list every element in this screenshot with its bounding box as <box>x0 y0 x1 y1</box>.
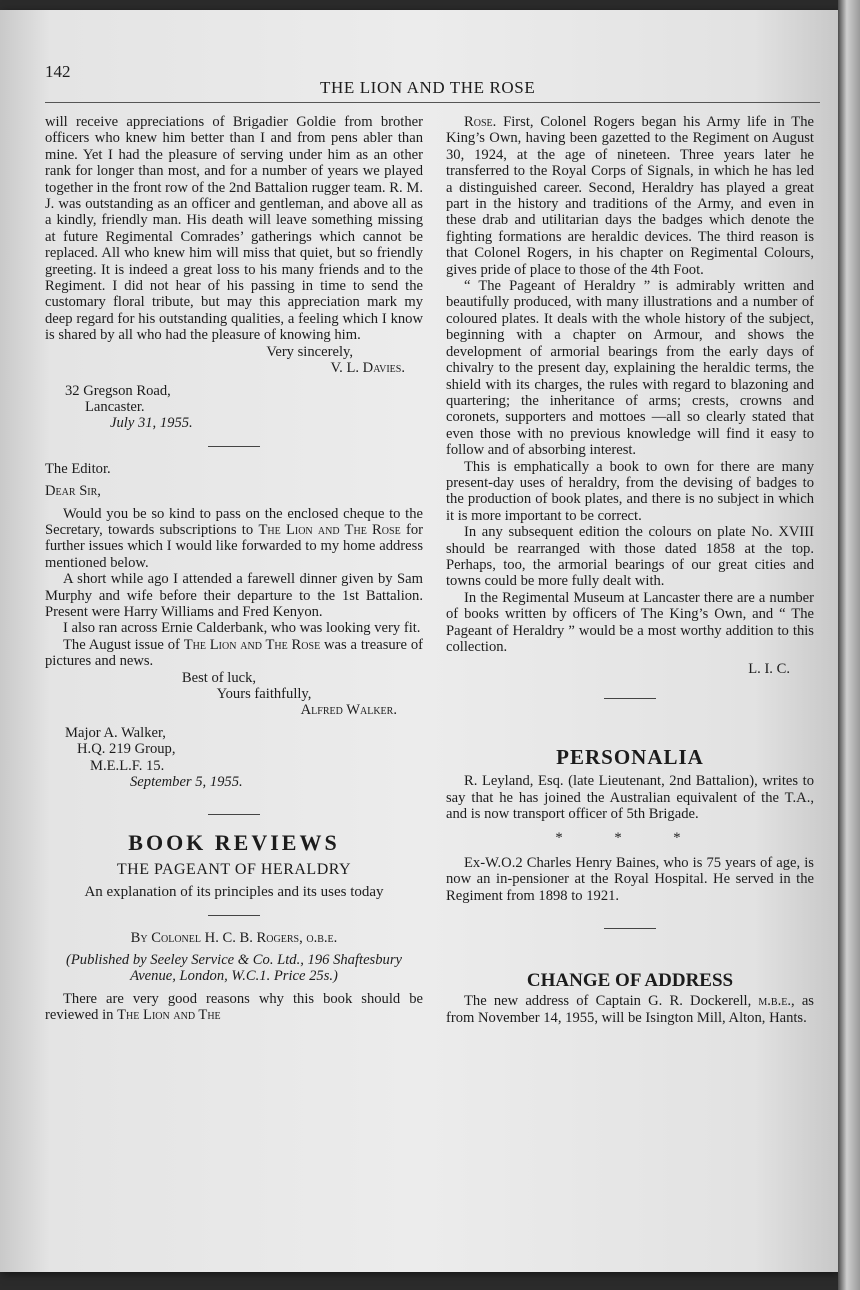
letter2-p4-text-a: The August issue of <box>63 636 180 653</box>
letter2-salutation: Dear Sir, <box>45 483 101 500</box>
letter2-closing1: Best of luck, <box>181 669 257 686</box>
section-divider <box>604 698 656 699</box>
letter1-closing: Very sincerely, <box>266 343 353 360</box>
page-edge <box>838 0 860 1290</box>
review-opening <box>45 991 423 1024</box>
review-opening-text: There are very good reasons why this book should be reviewed in <box>45 990 423 1024</box>
book-author: By Colonel H. C. B. Rogers, o.b.e. <box>130 929 338 946</box>
letter2-closing2: Yours faithfully, <box>216 686 312 702</box>
letter2-p1-magazine-title: The Lion and The Rose <box>258 521 401 538</box>
letter1-signature: V. L. Davies. <box>330 360 405 377</box>
change-honour: m.b.e. <box>758 993 792 1010</box>
left-column <box>45 114 423 1024</box>
review-paragraph3: This is emphatically a book to own for there are many present-day uses of heraldry, from the devising of badges to the production of book plates, and there is no subject in which it is more important to be correct. <box>446 458 814 524</box>
letter2-paragraph4 <box>45 637 423 670</box>
letter2-address-line1: Major A. Walker, <box>65 724 166 741</box>
review-magazine-title-end: Rose. <box>464 114 497 130</box>
letter1-body: will receive appreciations of Brigadier Goldie from brother officers who knew him better than I and from pens abler than mine. Yet I had the pleasure of serving under him as an other rank for longer than most, and for a number of years we played together in the front row of the 2nd Battalion rugger team. R. M. J. was outstanding as an officer and gentleman, and above all as a kindly, friendly man. His death will leave something missing at future Regimental Comrades’ gatherings which cannot be replaced. All who knew him will miss that quiet, but so friendly greeting. It is indeed a great loss to his many friends and to the Regiment. I did not hear of his passing in time to send the customary floral tribute, but may this appreciation mark my deep regard for his outstanding qualities, a feeling which I know is shared by all who had the pleasure of knowing him. <box>45 114 423 344</box>
review-paragraph1 <box>446 114 814 278</box>
right-column <box>446 114 814 1026</box>
section-heading-personalia: PERSONALIA <box>556 744 704 769</box>
change-text-a: The new address of Captain G. R. Dockerell, <box>464 993 752 1010</box>
letter2-p1-text-b: for further issues which I would like forwarded to my home address mentioned below. <box>45 521 423 571</box>
letter2-address-line3: M.E.L.F. 15. <box>90 757 165 774</box>
letter1-address-line1: 32 Gregson Road, <box>65 382 171 399</box>
letter1-address-line2: Lancaster. <box>85 398 145 415</box>
header-rule <box>45 102 820 103</box>
review-paragraph4: In any subsequent edition the colours on plate No. XVIII should be rearranged with those dated 1858 at the top. Perhaps, too, the armorial bearings of our great cities and towns could be more fully dealt with. <box>446 524 814 590</box>
reviewer-initials: L. I. C. <box>748 661 790 678</box>
book-subtitle: An explanation of its principles and its uses today <box>84 884 384 901</box>
book-publisher: (Published by Seeley Service & Co. Ltd., 196 Shaftesbury Avenue, London, W.C.1. Price 25s.) <box>66 952 402 985</box>
change-of-address-text <box>446 993 814 1026</box>
review-paragraph5: In the Regimental Museum at Lancaster there are a number of books written by officers of The King’s Own, and “ The Pageant of Heraldry ” would be a most worthy addition to this collection. <box>446 589 814 655</box>
letter2-paragraph3: I also ran across Ernie Calderbank, who was looking very fit. <box>63 620 421 637</box>
letter2-date: September 5, 1955. <box>130 774 243 791</box>
personalia-item2: Ex-W.O.2 Charles Henry Baines, who is 75 years of age, is now an in-pensioner at the Royal Hospital. He served in the Regiment from 1898 to 1921. <box>446 854 814 904</box>
section-heading-book-reviews: BOOK REVIEWS <box>128 830 340 856</box>
letter2-p4-text-b: was a treasure of pictures and news. <box>45 636 423 670</box>
section-divider <box>208 814 260 815</box>
letter2-paragraph2: A short while ago I attended a farewell dinner given by Sam Murphy and wife before their departure to the 1st Battalion. Present were Harry Williams and Fred Kenyon. <box>45 571 423 620</box>
running-title: THE LION AND THE ROSE <box>320 78 536 97</box>
section-heading-change-of-address: CHANGE OF ADDRESS <box>526 970 734 992</box>
letter2-address-line2: H.Q. 219 Group, <box>77 741 176 758</box>
page-number: 142 <box>45 62 71 81</box>
review-magazine-title: The Lion and The <box>117 1007 221 1024</box>
letter2-addressee: The Editor. <box>45 460 111 477</box>
section-stars: * * * <box>555 830 705 847</box>
change-text-b: , as from November 14, 1955, will be Isington Mill, Alton, Hants. <box>446 993 814 1026</box>
section-divider <box>208 915 260 916</box>
letter1-date: July 31, 1955. <box>110 415 193 432</box>
book-title: THE PAGEANT OF HERALDRY <box>116 860 352 878</box>
letter2-p4-magazine-title: The Lion and The Rose <box>183 636 321 653</box>
letter2-paragraph1 <box>45 506 423 572</box>
section-divider <box>604 928 656 929</box>
review-paragraph2: “ The Pageant of Heraldry ” is admirably written and beautifully produced, with many illustrations and a number of coloured plates. It deals with the whole history of the subject, beginning with a chapter on Armour, and shows the development of armorial bearings from the early days of chivalry to the present day, explaining the heraldic terms, the shield with its charges, the rules with regard to blazoning and quartering; the inheritance of arms; crests, crowns and coronets, supporters and mottoes —all so clearly stated that even those with no previous knowledge will find it easy to follow and of absorbing interest. <box>446 278 814 459</box>
section-divider <box>208 446 260 447</box>
letter2-signature: Alfred Walker. <box>300 702 397 719</box>
letter2-p1-text-a: Would you be so kind to pass on the enclosed cheque to the Secretary, towards subscriptions to <box>45 505 423 538</box>
review-paragraph1-text: First, Colonel Rogers began his Army life in The King’s Own, having been gazetted to the Regiment on August 30, 1924, at the age of nineteen. Three years later he transferred to the Royal Corps of Signals, in which he has led a distinguished career. Second, Heraldry has played a great part in the history and traditions of the Army, and even in these drab and utilitarian days the badges which denote the fighting formations are heraldic devices. The third reason is that Colonel Rogers, in his chapter on Regimental Colours, gives pride of place to those of the 4th Foot. <box>446 114 814 278</box>
personalia-item1: R. Leyland, Esq. (late Lieutenant, 2nd Battalion), writes to say that he has joined the Australian equivalent of the T.A., and is now transport officer of 5th Brigade. <box>446 773 814 823</box>
magazine-page <box>0 10 838 1272</box>
